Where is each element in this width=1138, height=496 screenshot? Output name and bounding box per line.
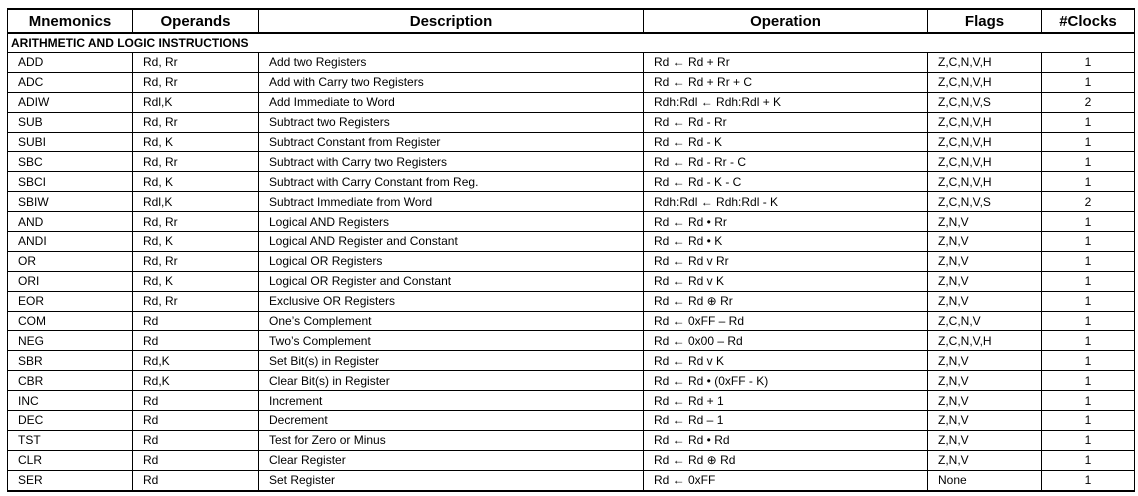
- cell-operands: Rd: [133, 411, 259, 431]
- table-row: [8, 470, 1135, 490]
- cell-description: Logical AND Registers: [259, 212, 644, 232]
- table-row: [8, 430, 1135, 450]
- cell-description: Add two Registers: [259, 53, 644, 73]
- cell-operands: Rd, Rr: [133, 212, 259, 232]
- cell-clocks: 1: [1042, 450, 1135, 470]
- cell-description: Clear Bit(s) in Register: [259, 371, 644, 391]
- cell-mnemonic: SBIW: [8, 192, 133, 212]
- cell-operands: Rd: [133, 470, 259, 490]
- table-row: [8, 331, 1135, 351]
- cell-description: One’s Complement: [259, 311, 644, 331]
- cell-mnemonic: ANDI: [8, 232, 133, 252]
- cell-description: Subtract with Carry Constant from Reg.: [259, 172, 644, 192]
- table-row: [8, 271, 1135, 291]
- table-row: [8, 371, 1135, 391]
- cell-clocks: 1: [1042, 351, 1135, 371]
- header-flags: Flags: [928, 9, 1042, 33]
- cell-operation: Rdh:Rdl ← Rdh:Rdl + K: [644, 92, 928, 112]
- cell-operation: Rdh:Rdl ← Rdh:Rdl - K: [644, 192, 928, 212]
- cell-clocks: 1: [1042, 391, 1135, 411]
- cell-flags: Z,C,N,V,S: [928, 92, 1042, 112]
- table-row: [8, 192, 1135, 212]
- cell-flags: Z,C,N,V: [928, 311, 1042, 331]
- header-description: Description: [259, 9, 644, 33]
- cell-mnemonic: SUBI: [8, 132, 133, 152]
- table-row: [8, 112, 1135, 132]
- cell-clocks: 1: [1042, 411, 1135, 431]
- cell-clocks: 1: [1042, 430, 1135, 450]
- cell-description: Set Bit(s) in Register: [259, 351, 644, 371]
- cell-operands: Rdl,K: [133, 92, 259, 112]
- table-body: [8, 33, 1135, 491]
- instruction-table-container: [7, 8, 1134, 492]
- cell-flags: Z,N,V: [928, 391, 1042, 411]
- cell-flags: Z,C,N,V,H: [928, 132, 1042, 152]
- header-mnemonics: Mnemonics: [8, 9, 133, 33]
- cell-description: Add Immediate to Word: [259, 92, 644, 112]
- cell-clocks: 1: [1042, 112, 1135, 132]
- cell-operands: Rd, Rr: [133, 251, 259, 271]
- cell-clocks: 1: [1042, 251, 1135, 271]
- table-row: [8, 311, 1135, 331]
- table-row: [8, 132, 1135, 152]
- cell-operands: Rd, Rr: [133, 291, 259, 311]
- cell-mnemonic: SBCI: [8, 172, 133, 192]
- cell-clocks: 2: [1042, 192, 1135, 212]
- cell-flags: Z,C,N,V,H: [928, 72, 1042, 92]
- cell-operation: Rd ← Rd v K: [644, 271, 928, 291]
- table-header: [8, 9, 1135, 33]
- cell-operation: Rd ← Rd v Rr: [644, 251, 928, 271]
- cell-description: Subtract with Carry two Registers: [259, 152, 644, 172]
- cell-operands: Rd,K: [133, 351, 259, 371]
- cell-mnemonic: ADD: [8, 53, 133, 73]
- cell-mnemonic: ADIW: [8, 92, 133, 112]
- cell-operands: Rd, Rr: [133, 72, 259, 92]
- cell-operation: Rd ← Rd + Rr + C: [644, 72, 928, 92]
- cell-mnemonic: EOR: [8, 291, 133, 311]
- cell-operands: Rd,K: [133, 371, 259, 391]
- cell-clocks: 1: [1042, 371, 1135, 391]
- cell-description: Subtract Immediate from Word: [259, 192, 644, 212]
- cell-operands: Rd: [133, 391, 259, 411]
- cell-clocks: 1: [1042, 271, 1135, 291]
- cell-operation: Rd ← Rd - Rr - C: [644, 152, 928, 172]
- cell-flags: Z,N,V: [928, 450, 1042, 470]
- cell-flags: Z,C,N,V,S: [928, 192, 1042, 212]
- cell-description: Two’s Complement: [259, 331, 644, 351]
- cell-mnemonic: SUB: [8, 112, 133, 132]
- cell-operation: Rd ← Rd • K: [644, 232, 928, 252]
- cell-clocks: 1: [1042, 132, 1135, 152]
- cell-operation: Rd ← Rd ⊕ Rr: [644, 291, 928, 311]
- header-operands: Operands: [133, 9, 259, 33]
- cell-clocks: 1: [1042, 152, 1135, 172]
- cell-clocks: 1: [1042, 311, 1135, 331]
- cell-flags: Z,C,N,V,H: [928, 53, 1042, 73]
- cell-mnemonic: NEG: [8, 331, 133, 351]
- cell-clocks: 1: [1042, 331, 1135, 351]
- cell-operands: Rd, K: [133, 132, 259, 152]
- cell-flags: Z,N,V: [928, 212, 1042, 232]
- cell-operands: Rd, K: [133, 271, 259, 291]
- cell-description: Logical OR Register and Constant: [259, 271, 644, 291]
- header-row: [8, 9, 1135, 33]
- cell-mnemonic: INC: [8, 391, 133, 411]
- cell-operands: Rd: [133, 311, 259, 331]
- table-row: [8, 172, 1135, 192]
- cell-clocks: 2: [1042, 92, 1135, 112]
- cell-flags: Z,N,V: [928, 411, 1042, 431]
- cell-description: Logical OR Registers: [259, 251, 644, 271]
- cell-operands: Rd: [133, 430, 259, 450]
- table-row: [8, 53, 1135, 73]
- cell-description: Subtract Constant from Register: [259, 132, 644, 152]
- table-row: [8, 251, 1135, 271]
- cell-operation: Rd ← Rd - K - C: [644, 172, 928, 192]
- cell-mnemonic: SER: [8, 470, 133, 490]
- cell-mnemonic: COM: [8, 311, 133, 331]
- header-operation: Operation: [644, 9, 928, 33]
- cell-flags: Z,N,V: [928, 371, 1042, 391]
- cell-mnemonic: SBC: [8, 152, 133, 172]
- cell-clocks: 1: [1042, 172, 1135, 192]
- cell-operation: Rd ← 0xFF – Rd: [644, 311, 928, 331]
- cell-flags: Z,C,N,V,H: [928, 112, 1042, 132]
- cell-description: Exclusive OR Registers: [259, 291, 644, 311]
- section-title: ARITHMETIC AND LOGIC INSTRUCTIONS: [8, 33, 1135, 53]
- cell-description: Logical AND Register and Constant: [259, 232, 644, 252]
- cell-description: Add with Carry two Registers: [259, 72, 644, 92]
- cell-mnemonic: OR: [8, 251, 133, 271]
- cell-flags: Z,C,N,V,H: [928, 172, 1042, 192]
- cell-operation: Rd ← Rd + Rr: [644, 53, 928, 73]
- cell-flags: None: [928, 470, 1042, 490]
- cell-operation: Rd ← Rd • Rd: [644, 430, 928, 450]
- cell-clocks: 1: [1042, 53, 1135, 73]
- cell-mnemonic: CLR: [8, 450, 133, 470]
- cell-flags: Z,N,V: [928, 271, 1042, 291]
- cell-operation: Rd ← Rd - Rr: [644, 112, 928, 132]
- cell-flags: Z,N,V: [928, 291, 1042, 311]
- cell-mnemonic: AND: [8, 212, 133, 232]
- cell-operation: Rd ← 0x00 – Rd: [644, 331, 928, 351]
- cell-flags: Z,C,N,V,H: [928, 152, 1042, 172]
- cell-description: Decrement: [259, 411, 644, 431]
- table-row: [8, 92, 1135, 112]
- cell-clocks: 1: [1042, 72, 1135, 92]
- cell-operands: Rd, Rr: [133, 53, 259, 73]
- cell-operands: Rdl,K: [133, 192, 259, 212]
- cell-clocks: 1: [1042, 232, 1135, 252]
- section-row: [8, 33, 1135, 53]
- cell-clocks: 1: [1042, 212, 1135, 232]
- cell-operation: Rd ← Rd - K: [644, 132, 928, 152]
- table-row: [8, 291, 1135, 311]
- cell-flags: Z,N,V: [928, 251, 1042, 271]
- cell-mnemonic: ORI: [8, 271, 133, 291]
- cell-operation: Rd ← Rd + 1: [644, 391, 928, 411]
- cell-description: Subtract two Registers: [259, 112, 644, 132]
- cell-operation: Rd ← Rd – 1: [644, 411, 928, 431]
- cell-operands: Rd, Rr: [133, 152, 259, 172]
- cell-description: Test for Zero or Minus: [259, 430, 644, 450]
- cell-flags: Z,N,V: [928, 351, 1042, 371]
- cell-operation: Rd ← Rd • (0xFF - K): [644, 371, 928, 391]
- cell-operands: Rd: [133, 450, 259, 470]
- table-row: [8, 72, 1135, 92]
- cell-description: Increment: [259, 391, 644, 411]
- cell-operation: Rd ← Rd ⊕ Rd: [644, 450, 928, 470]
- cell-operation: Rd ← Rd • Rr: [644, 212, 928, 232]
- cell-operation: Rd ← Rd v K: [644, 351, 928, 371]
- cell-operands: Rd, Rr: [133, 112, 259, 132]
- cell-operands: Rd: [133, 331, 259, 351]
- cell-flags: Z,N,V: [928, 232, 1042, 252]
- instruction-set-table: [7, 8, 1135, 492]
- cell-mnemonic: TST: [8, 430, 133, 450]
- cell-operands: Rd, K: [133, 172, 259, 192]
- cell-mnemonic: DEC: [8, 411, 133, 431]
- table-row: [8, 232, 1135, 252]
- table-row: [8, 212, 1135, 232]
- cell-mnemonic: ADC: [8, 72, 133, 92]
- cell-operands: Rd, K: [133, 232, 259, 252]
- cell-description: Clear Register: [259, 450, 644, 470]
- cell-mnemonic: CBR: [8, 371, 133, 391]
- cell-description: Set Register: [259, 470, 644, 490]
- table-row: [8, 411, 1135, 431]
- header-clocks: #Clocks: [1042, 9, 1135, 33]
- cell-clocks: 1: [1042, 291, 1135, 311]
- cell-flags: Z,N,V: [928, 430, 1042, 450]
- table-row: [8, 351, 1135, 371]
- cell-operation: Rd ← 0xFF: [644, 470, 928, 490]
- table-row: [8, 391, 1135, 411]
- cell-flags: Z,C,N,V,H: [928, 331, 1042, 351]
- table-row: [8, 450, 1135, 470]
- cell-mnemonic: SBR: [8, 351, 133, 371]
- table-row: [8, 152, 1135, 172]
- cell-clocks: 1: [1042, 470, 1135, 490]
